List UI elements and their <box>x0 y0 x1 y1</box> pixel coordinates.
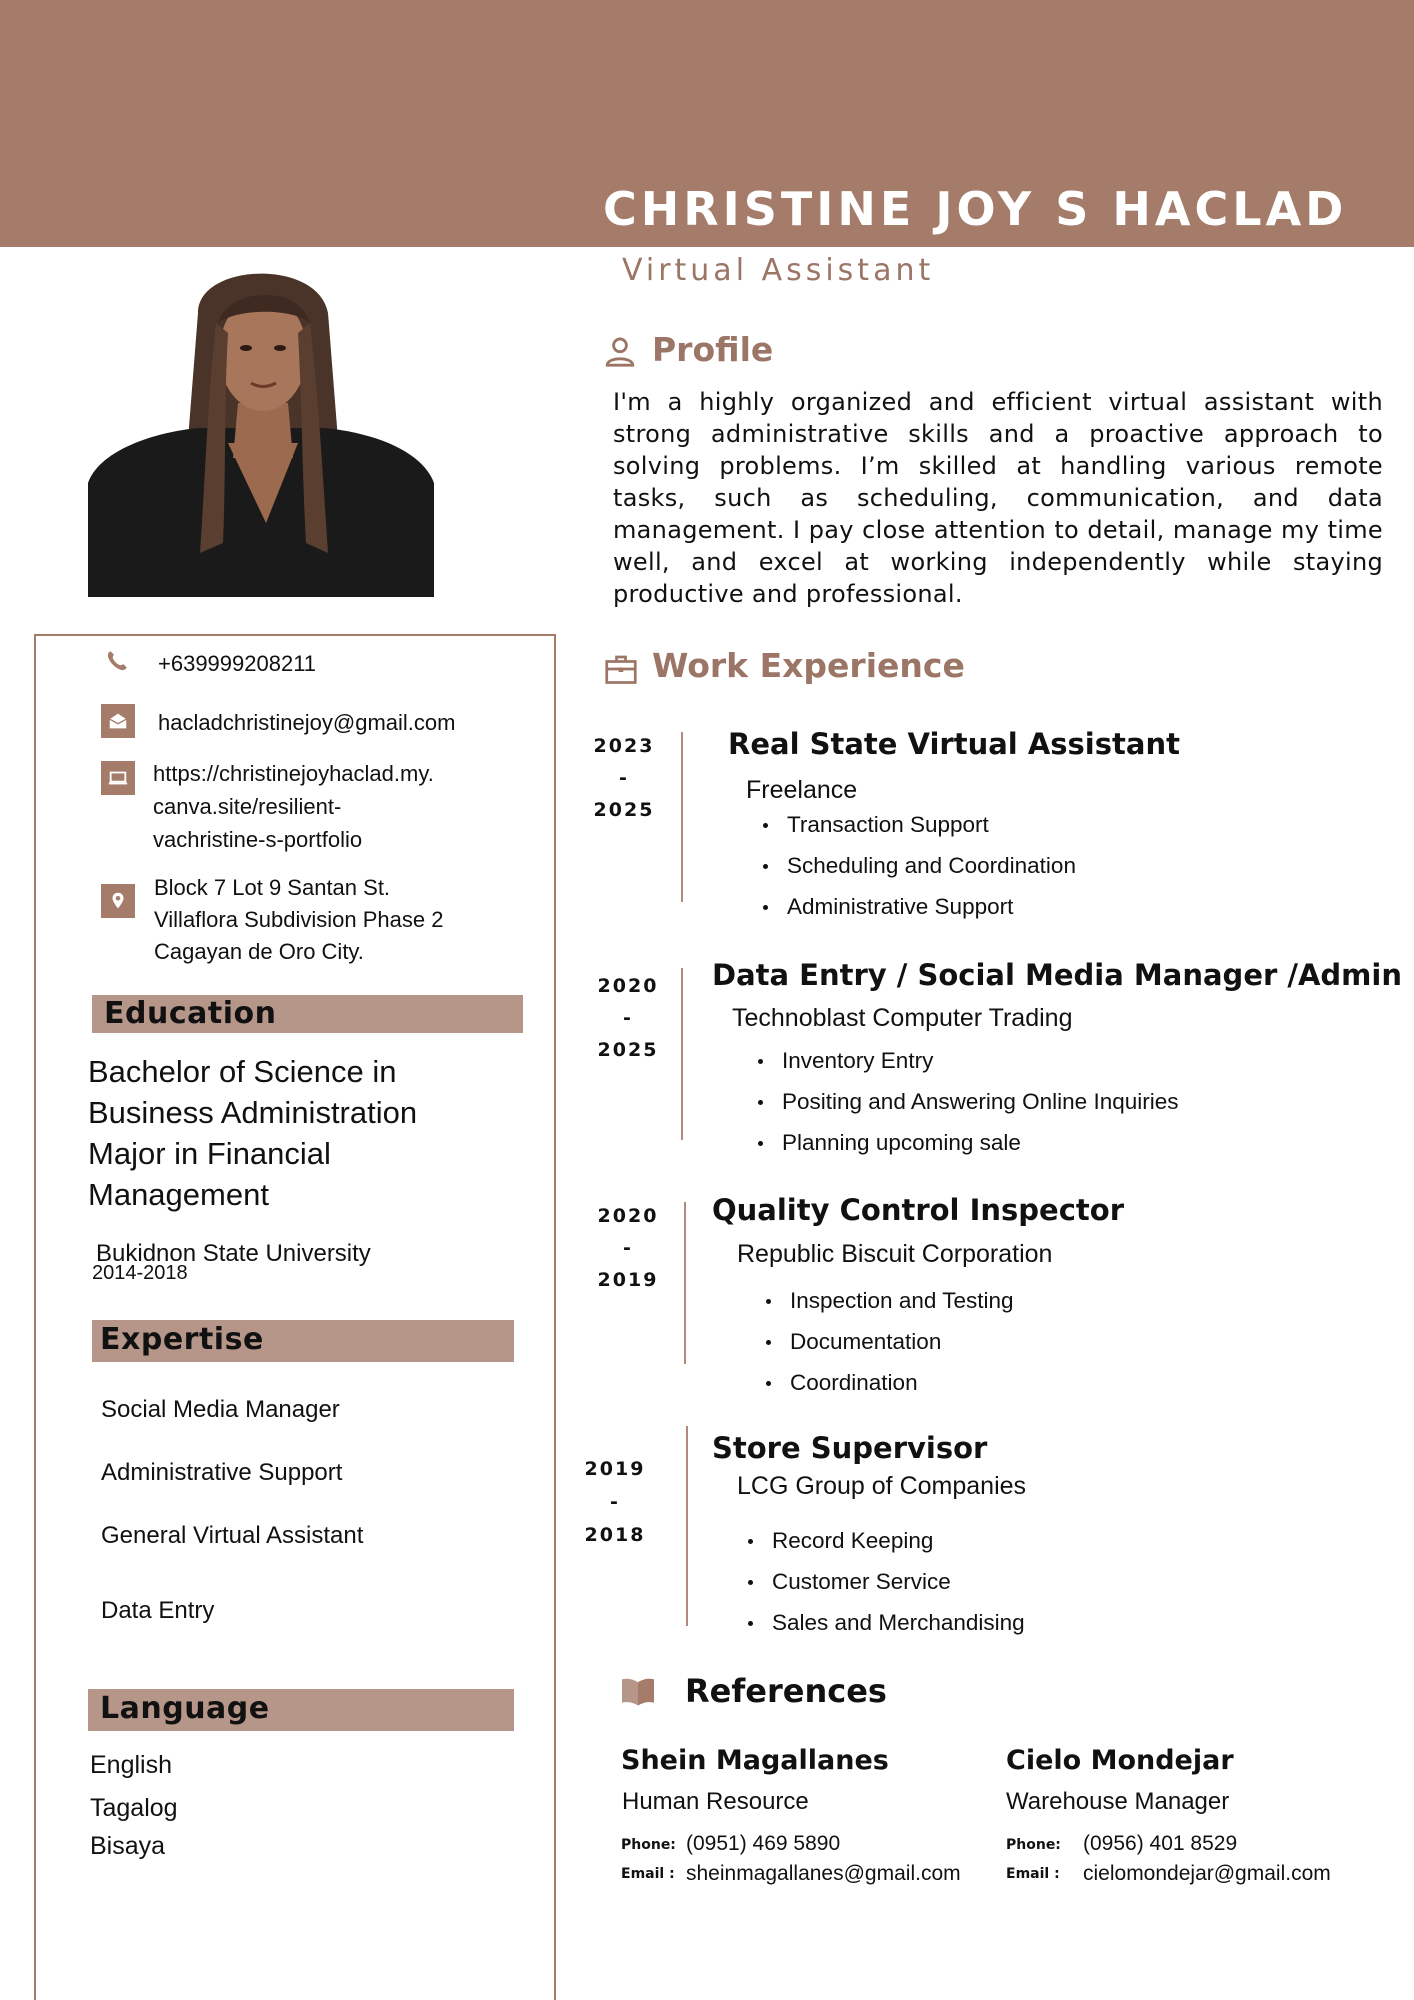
timeline-line <box>684 1202 686 1364</box>
address-line: Cagayan de Oro City. <box>154 939 364 964</box>
education-heading-bar <box>92 995 523 1033</box>
duty-item: Sales and Merchandising <box>748 1602 1025 1643</box>
location-icon <box>101 884 135 918</box>
school-name: Bukidnon State University <box>96 1240 371 1267</box>
job-company: Technoblast Computer Trading <box>732 1004 1073 1032</box>
profile-summary: I'm a highly organized and efficient virtual assistant with strong administrative skills and a proactive approach to solving problems. I’m skilled at handling various remote tasks, such as scheduling, communication, and data management. I pay close attention to detail, manage my time well, and excel at working independently while staying productive and professional. <box>613 388 1383 608</box>
year-from: 2020 <box>597 975 659 997</box>
email-address[interactable]: hacladchristinejoy@gmail.com <box>158 710 456 735</box>
reference-name: Shein Magallanes <box>621 1745 889 1776</box>
job-company: Freelance <box>746 776 858 804</box>
year-sep: - <box>623 1007 633 1029</box>
timeline-line <box>681 968 683 1140</box>
job-years <box>583 970 673 1066</box>
job-duties <box>763 804 1076 927</box>
duty-item: Scheduling and Coordination <box>763 845 1076 886</box>
year-to: 2018 <box>584 1524 646 1546</box>
job-title: Store Supervisor <box>712 1431 988 1465</box>
candidate-name: CHRISTINE JOY S HACLAD <box>603 182 1348 236</box>
duty-item: Coordination <box>766 1362 1014 1403</box>
references-heading: References <box>685 1672 887 1710</box>
profile-photo <box>88 253 434 597</box>
reference-phone: (0951) 469 5890 <box>686 1832 841 1855</box>
education-years: 2014-2018 <box>92 1262 188 1284</box>
profile-heading: Profile <box>652 330 774 369</box>
book-icon <box>620 1675 656 1707</box>
language-item: Tagalog <box>90 1794 178 1822</box>
language-item: English <box>90 1751 172 1779</box>
expertise-item: General Virtual Assistant <box>101 1522 364 1549</box>
person-icon <box>603 334 637 368</box>
duty-item: Planning upcoming sale <box>758 1122 1179 1163</box>
duty-item: Customer Service <box>748 1561 1025 1602</box>
year-sep: - <box>610 1491 620 1513</box>
year-from: 2019 <box>584 1458 646 1480</box>
website-icon <box>101 761 135 795</box>
phone-number: +639999208211 <box>158 651 317 676</box>
year-to: 2025 <box>593 799 655 821</box>
email-label: Email : <box>621 1866 675 1882</box>
expertise-heading: Expertise <box>100 1322 264 1357</box>
expertise-item: Data Entry <box>101 1597 215 1624</box>
timeline-line <box>686 1426 688 1626</box>
degree <box>88 1051 508 1215</box>
job-years <box>583 1200 673 1296</box>
year-sep: - <box>623 1237 633 1259</box>
job-years <box>579 730 669 826</box>
job-duties <box>748 1520 1025 1643</box>
duty-item: Positing and Answering Online Inquiries <box>758 1081 1179 1122</box>
reference-name: Cielo Mondejar <box>1006 1745 1234 1776</box>
email-icon <box>101 704 135 738</box>
address-line: Block 7 Lot 9 Santan St. <box>154 875 391 900</box>
phone-label: Phone: <box>1006 1837 1061 1853</box>
language-heading-bar <box>88 1689 514 1731</box>
reference-role: Human Resource <box>622 1788 809 1815</box>
job-company: LCG Group of Companies <box>737 1472 1027 1500</box>
degree-line: Major in Financial <box>88 1136 331 1171</box>
job-title: Quality Control Inspector <box>712 1193 1124 1227</box>
phone-icon <box>104 648 130 674</box>
year-from: 2023 <box>593 735 655 757</box>
language-heading: Language <box>100 1691 270 1726</box>
job-title: Data Entry / Social Media Manager /Admin <box>712 958 1402 992</box>
duty-item: Documentation <box>766 1321 1014 1362</box>
reference-role: Warehouse Manager <box>1006 1788 1230 1815</box>
reference-email[interactable]: sheinmagallanes@gmail.com <box>686 1862 961 1885</box>
degree-line: Management <box>88 1177 269 1212</box>
website-line: https://christinejoyhaclad.my. <box>153 761 434 786</box>
year-to: 2025 <box>597 1039 659 1061</box>
job-duties <box>758 1040 1179 1163</box>
expertise-item: Social Media Manager <box>101 1396 340 1423</box>
duty-item: Administrative Support <box>763 886 1076 927</box>
timeline-line <box>681 732 683 902</box>
phone-label: Phone: <box>621 1837 676 1853</box>
degree-line: Business Administration <box>88 1095 418 1130</box>
website-line: vachristine-s-portfolio <box>153 827 363 852</box>
reference-email[interactable]: cielomondejar@gmail.com <box>1083 1862 1331 1885</box>
reference-phone: (0956) 401 8529 <box>1083 1832 1238 1855</box>
job-title: Real State Virtual Assistant <box>728 727 1180 761</box>
language-item: Bisaya <box>90 1832 166 1860</box>
address-line: Villaflora Subdivision Phase 2 <box>154 907 444 932</box>
work-heading: Work Experience <box>652 646 965 685</box>
year-to: 2019 <box>597 1269 659 1291</box>
expertise-heading-bar <box>92 1320 514 1362</box>
year-from: 2020 <box>597 1205 659 1227</box>
website-link[interactable] <box>153 757 434 856</box>
duty-item: Record Keeping <box>748 1520 1025 1561</box>
job-company: Republic Biscuit Corporation <box>737 1240 1053 1268</box>
briefcase-icon <box>603 651 639 687</box>
job-duties <box>766 1280 1014 1403</box>
duty-item: Inspection and Testing <box>766 1280 1014 1321</box>
job-years <box>570 1453 660 1552</box>
year-sep: - <box>619 767 629 789</box>
expertise-item: Administrative Support <box>101 1459 343 1486</box>
education-heading: Education <box>104 996 277 1031</box>
email-label: Email : <box>1006 1866 1060 1882</box>
website-line: canva.site/resilient- <box>153 794 342 819</box>
degree-line: Bachelor of Science in <box>88 1054 397 1089</box>
duty-item: Inventory Entry <box>758 1040 1179 1081</box>
candidate-role: Virtual Assistant <box>622 253 935 288</box>
duty-item: Transaction Support <box>763 804 1076 845</box>
address <box>154 872 443 968</box>
